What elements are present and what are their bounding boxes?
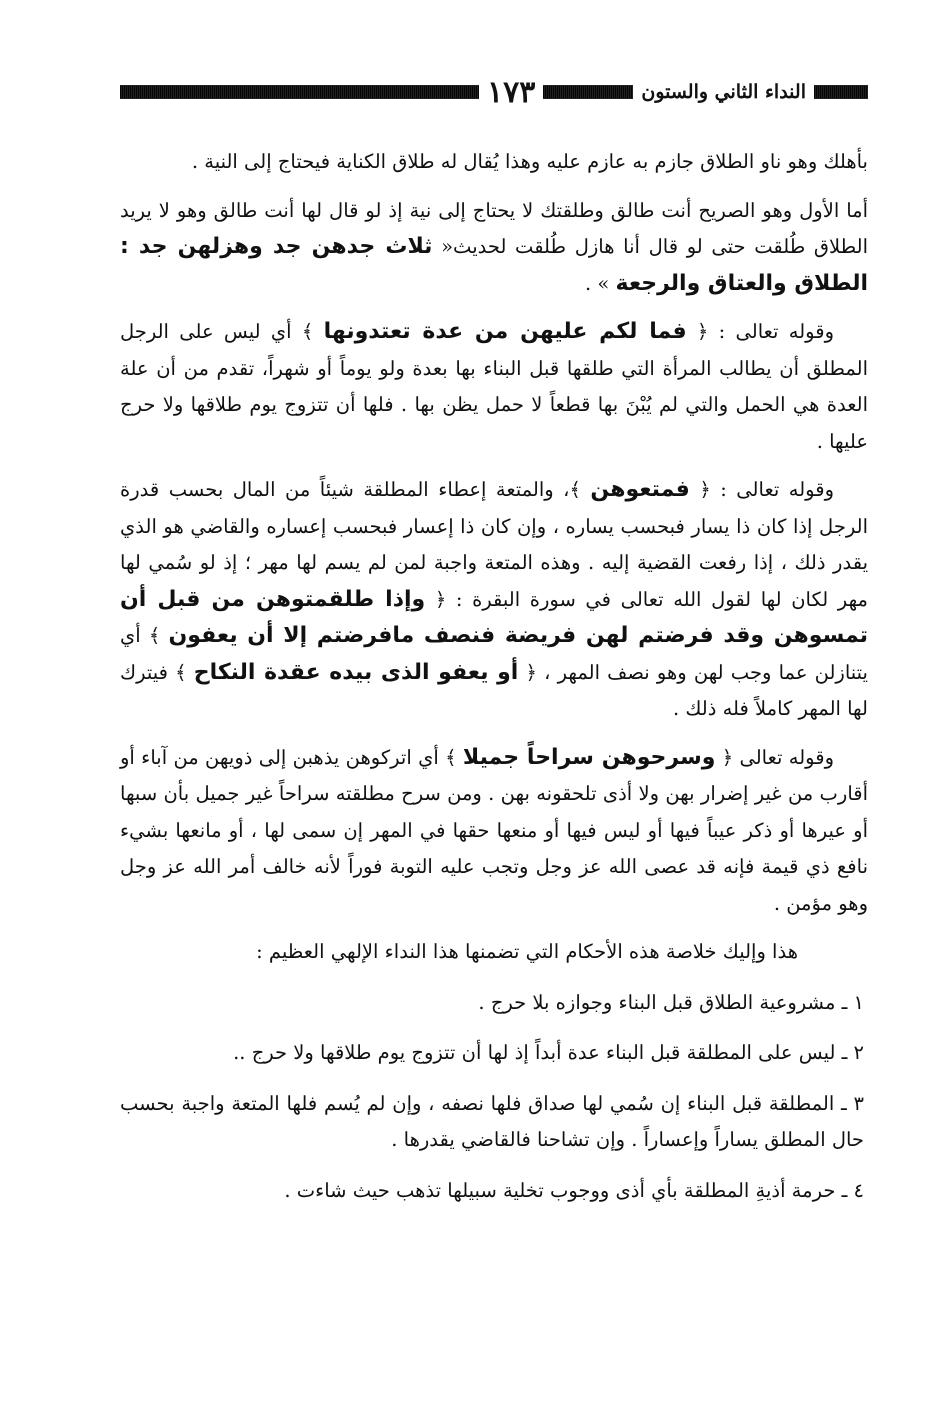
paragraph-text: ﴾ أي يتنازلن عما وجب لهن وهو نصف المهر ، ﴿ bbox=[120, 624, 868, 684]
running-header bbox=[120, 74, 868, 110]
paragraph-text: ﴾ فيترك لها المهر كاملاً فله ذلك . bbox=[120, 660, 868, 720]
chapter-title: النداء الثاني والستون bbox=[641, 81, 806, 103]
header-rule-right bbox=[814, 85, 868, 99]
page-body bbox=[120, 144, 868, 1223]
paragraph bbox=[120, 740, 868, 923]
paragraph-text: » . bbox=[584, 271, 610, 295]
paragraph bbox=[120, 472, 868, 728]
verse-quote: فما لكم عليهن من عدة تعتدونها bbox=[323, 319, 687, 344]
summary-list-item: ٣ ـ المطلقة قبل البناء إن سُمي لها صداق فلها نصفه ، وإن لم يُسم فلها المتعة واجبة بحسب حال المطلق يساراً وإعساراً . وإن تشاحنا فالقاضي يقدرها . bbox=[120, 1091, 864, 1151]
paragraph-text: بأهلك وهو ناو الطلاق جازم به عازم عليه وهذا يُقال له طلاق الكناية فيحتاج إلى النية . bbox=[191, 150, 868, 173]
hadith-quote: ثلاث جدهن جد وهزلهن جد : الطلاق والعتاق والرجعة bbox=[120, 234, 868, 296]
verse-quote: وإذا طلقمتوهن من قبل أن تمسوهن وقد فرضتم لهن فريضة فنصف مافرضتم إلا أن يعفون bbox=[120, 586, 869, 648]
paragraph-text: أما الأول وهو الصريح أنت طالق وطلقتك لا يحتاج إلى نية إذ لو قال لها أنت طالق وهو لا يريد الطلاق طُلقت حتى لو قال أنا هازل طُلقت لحديث« bbox=[120, 198, 869, 258]
summary-intro: هذا وإليك خلاصة هذه الأحكام التي تضمنها هذا النداء الإلهي العظيم : bbox=[256, 940, 798, 963]
verse-quote: فمتعوهن bbox=[590, 477, 690, 502]
page-number: ١٧٣ bbox=[487, 74, 536, 110]
paragraph bbox=[120, 144, 868, 181]
summary-list-item: ٢ ـ ليس على المطلقة قبل البناء عدة أبداً إذ لها أن تتزوج يوم طلاقها ولا حرج .. bbox=[233, 1041, 864, 1064]
paragraph-text: وقوله تعالى : ﴿ bbox=[696, 320, 834, 343]
summary-list-item: ١ ـ مشروعية الطلاق قبل البناء وجوازه بلا حرج . bbox=[478, 990, 864, 1014]
book-page bbox=[120, 60, 868, 1360]
header-rule-left bbox=[120, 85, 479, 99]
paragraph bbox=[120, 314, 868, 460]
header-rule-middle bbox=[543, 85, 633, 99]
paragraph bbox=[120, 193, 868, 303]
verse-quote: وسرحوهن سراحاً جميلا bbox=[462, 744, 716, 770]
verse-quote: أو يعفو الذى بيده عقدة النكاح bbox=[193, 659, 519, 685]
summary-list-item: ٤ ـ حرمة أذيةِ المطلقة بأي أذى ووجوب تخلية سبيلها تذهب حيث شاءت . bbox=[284, 1178, 864, 1202]
paragraph-text: وقوله تعالى ﴿ bbox=[721, 745, 834, 769]
paragraph-text: وقوله تعالى : ﴿ bbox=[699, 478, 834, 501]
paragraph-text: ﴾، والمتعة إعطاء المطلقة شيئاً من المال بحسب قدرة الرجل إذا كان ذا يسار فبحسب يساره ، وإن كان ذا إعسار فبحسب إعساره والقاضي هو الذي يقدر ذلك ، إذا رفعت القضية إليه . وهذه المتعة واجبة لمن لم يسم لها مهر ؛ إذ لو سُمي لها مهر لكان لها لقول الله تعالى في سورة البقرة : ﴿ bbox=[120, 478, 868, 611]
paragraph-text: ﴾ أي ليس على الرجل المطلق أن يطالب المرأة التي طلقها قبل البناء بها بعدة ولو يوماً أو شهراً، تقدم من أن علة العدة هي الحمل والتي لم يُبْنَ بها قطعاً لا حمل يظن بها . فلها أن تتزوج يوم طلاقها ولا حرج عليها . bbox=[120, 320, 868, 453]
paragraph-text: ﴾ أي اتركوهن يذهبن إلى ذويهن من آباء أو أقارب من غير إضرار بهن ولا أذى تلحقونه بهن . ومن سرح مطلقته سراحاً غير جميل بأن سبها أو عيرها أو ذكر عيباً فيها أو ليس فيها أو منعها حقها في المهر إن سمى لها ، أو مانعها بشيء نافع ذي قيمة فإنه قد عصى الله عز وجل وتجب عليه التوبة فوراً لأنه خالف أمر الله عز وجل وهو مؤمن . bbox=[120, 745, 868, 915]
